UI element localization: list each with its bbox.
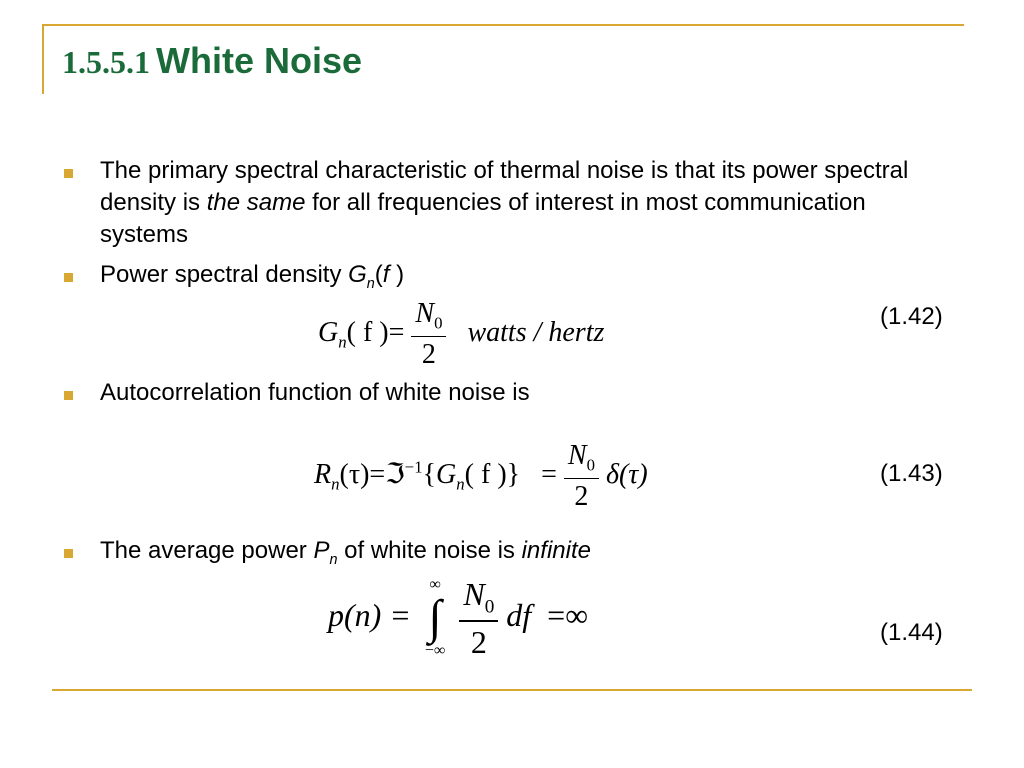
fraction-n0-over-2: $\frac{N_0}{2}$ [564, 440, 599, 513]
bullet-autocorrelation: Autocorrelation function of white noise is [100, 379, 530, 406]
bullet-thermal-noise: The primary spectral characteristic of thermal noise is that its power spectral density is the same for all frequencies of interest in most communication systems [100, 157, 909, 248]
equation-number-1-43: (1.43) [880, 460, 943, 487]
bullet-average-power: The average power $P_n$ of white noise is infinite [100, 537, 591, 568]
equation-number-1-44: (1.44) [880, 619, 943, 646]
bullet-marker [64, 549, 73, 558]
bullet-marker [64, 273, 73, 282]
title-rule-left [42, 24, 44, 94]
slide-title [62, 40, 362, 82]
bullet-marker [64, 169, 73, 178]
equation-number-1-42: (1.42) [880, 303, 943, 330]
equation-1-43: $R_n(\tau)=ℑ^{-1}\{G_n$( f )} = $\frac{N_0}{2}$ δ(τ) [314, 440, 648, 513]
section-title: White Noise [156, 40, 363, 81]
bottom-rule [52, 689, 972, 691]
title-rule-top [42, 24, 964, 26]
fraction-n0-over-2: $\frac{N_0}{2}$ [459, 576, 498, 661]
equation-1-44: p(n) = ∞ ∫ −∞ $\frac{N_0}{2}$ df =∞ [328, 576, 589, 660]
fraction-n0-over-2: $\frac{N_0}{2}$ [411, 298, 446, 371]
bullet-psd: Power spectral density $G_n(f$ ) [100, 261, 405, 292]
integral-sign: ∞ ∫ −∞ [424, 576, 446, 660]
bullet-marker [64, 391, 73, 400]
equation-1-42: $G_n$( f )= $\frac{N_0}{2}$ watts / hertz [318, 298, 605, 371]
section-number: 1.5.5.1 [62, 44, 150, 80]
